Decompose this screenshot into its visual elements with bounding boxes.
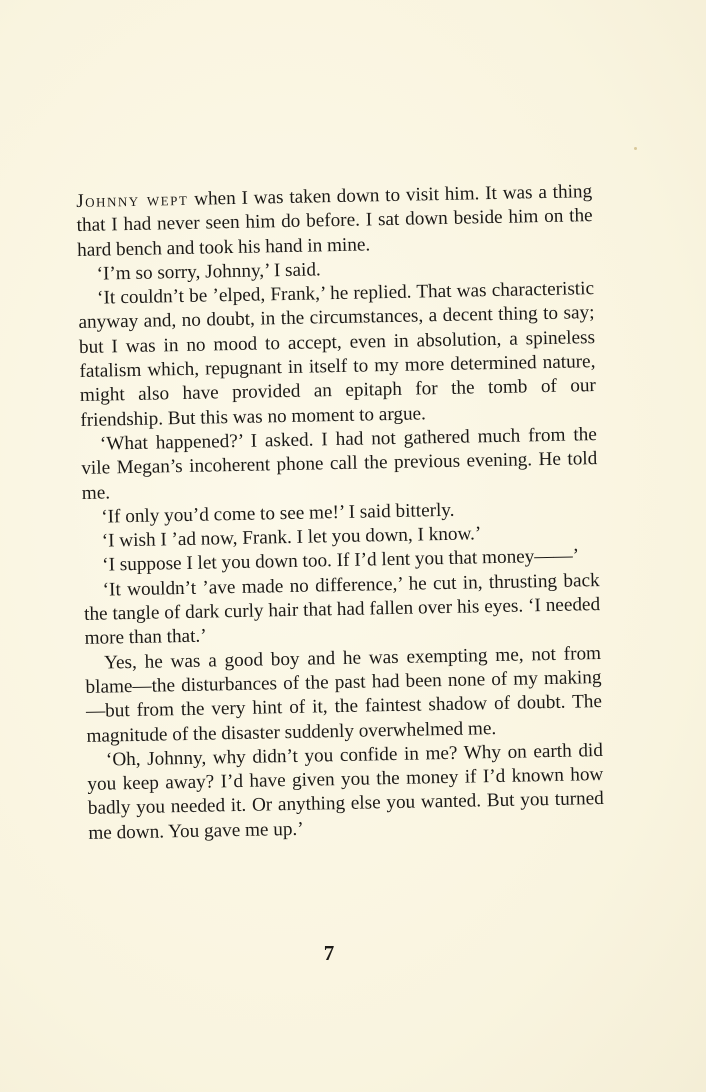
paragraph: ‘I suppose I let you down too. If I’d lent you that money——’	[102, 545, 580, 577]
opening-smallcaps: Johnny wept	[76, 188, 189, 212]
paper-speck	[634, 147, 637, 150]
paragraph: ‘I’m so sorry, Johnny,’ I said.	[96, 259, 321, 285]
paragraph: ‘It wouldn’t ’ave made no difference,’ he cut in, thrusting back the tangle of dark curly hair that had fallen over his eyes. ‘I needed more than that.’	[83, 569, 601, 650]
paragraph: ‘Oh, Johnny, why didn’t you confide in me? Why on earth did you keep away? I’d have given you the money if I’d known how badly you needed it. Or anything else you wanted. But you turned me down. You gave me up.’	[87, 739, 604, 844]
body-text	[76, 180, 604, 846]
opening-rest: when I was taken down to visit him. It was a thing that I had never seen him do before. I sat down beside him on the hard bench and took his hand in mine.	[76, 181, 593, 261]
paragraph: ‘What happened?’ I asked. I had not gathered much from the vile Megan’s incoherent phone call the previous evening. He told me.	[81, 424, 598, 504]
paragraph-opening	[76, 180, 593, 263]
page-number: 7	[323, 941, 335, 965]
paragraph: Yes, he was a good boy and he was exempting me, not from blame—the disturbances of the past had been none of my making—but from the very hint of it, the faintest shadow of doubt. The magnitude of the disaster suddenly overwhelmed me.	[85, 642, 603, 747]
paragraph: ‘It couldn’t be ’elped, Frank,’ he replied. That was characteristic anyway and, no doubt, in the circumstances, a decent thing to say; but I was in no mood to accept, even in absolution, a spineless fatalism which, repugnant in itself to my more determined nature, might also have provided an epitaph for the tomb of our friendship. But this was no moment to argue.	[78, 278, 597, 431]
paragraph: ‘I wish I ’ad now, Frank. I let you down, I know.’	[101, 523, 482, 552]
page-number-row	[0, 941, 706, 966]
paragraph: ‘If only you’d come to see me!’ I said bitterly.	[101, 499, 455, 528]
